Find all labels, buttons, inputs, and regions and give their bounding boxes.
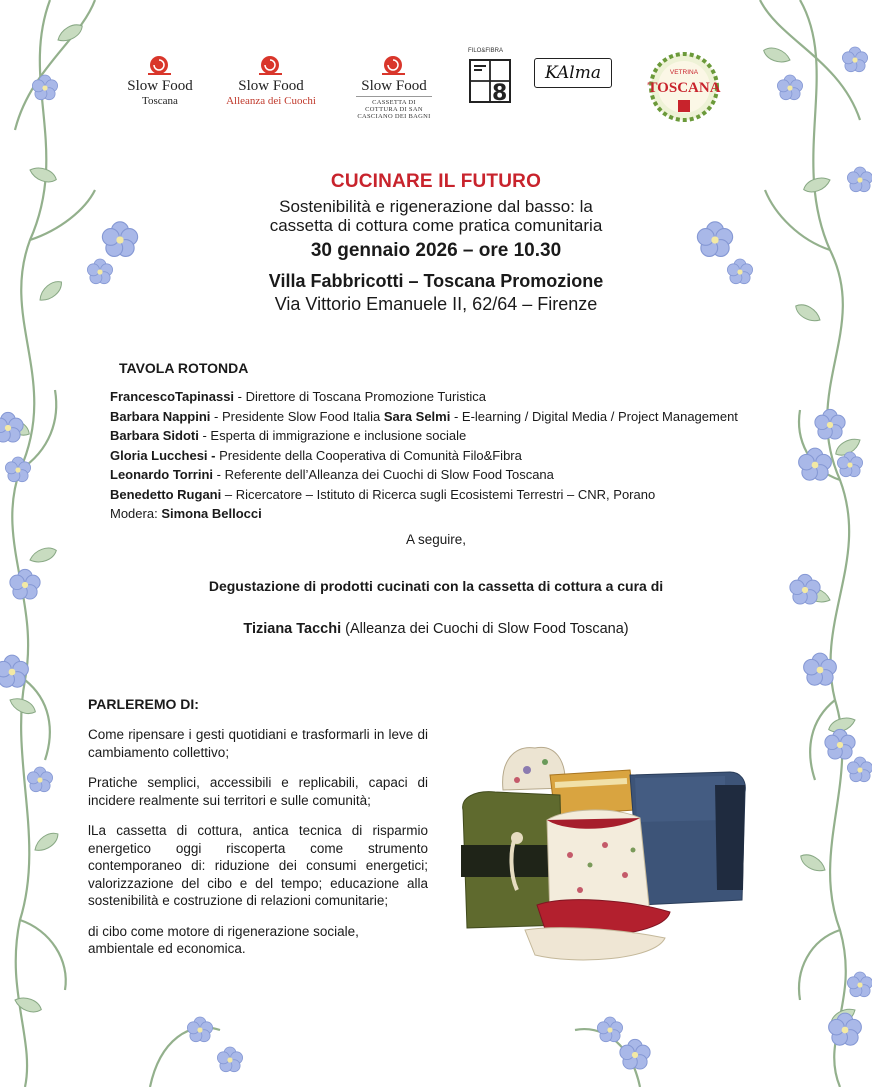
event-header xyxy=(0,171,872,315)
panelist-name: Benedetto Rugani xyxy=(110,486,222,502)
event-title: CUCINARE IL FUTURO xyxy=(330,171,542,192)
parleremo-heading: PARLEREMO DI: xyxy=(88,696,199,712)
a-cura-di-line xyxy=(0,621,872,637)
panelist-role: - E-learning / Digital Media / Project Management xyxy=(450,408,738,424)
panelist-role: - Esperta di immigrazione e inclusione sociale xyxy=(198,428,467,443)
talk-points xyxy=(88,726,428,971)
panelist-role: Presidente della Cooperativa di Comunità Filo&Fibra xyxy=(215,447,522,463)
svg-text:VETRINA: VETRINA xyxy=(669,69,699,76)
moderator-line xyxy=(110,504,750,524)
event-venue: Villa Fabbricotti – Toscana Promozione xyxy=(268,271,604,291)
moderator-name: Simona Bellocci xyxy=(161,506,262,521)
talk-point: Pratiche semplici, accessibili e replicabili, capaci di incidere realmente sui territori e sulle comunità; xyxy=(88,775,428,808)
event-subtitle-line-2: cassetta di cottura come pratica comunitaria xyxy=(269,216,603,235)
panelist-role: - Presidente Slow Food Italia xyxy=(210,408,384,424)
tavola-rotonda-heading: TAVOLA ROTONDA xyxy=(119,360,249,376)
degustazione-line xyxy=(0,578,872,594)
panelist-name: FrancescoTapinassi xyxy=(110,389,235,404)
panelist-line xyxy=(110,485,750,505)
slow-food-cuochi-logo: Slow Food Alleanza dei Cuochi xyxy=(216,54,326,107)
panelist-name: Leonardo Torrini xyxy=(110,467,214,482)
panelist-line xyxy=(110,465,750,485)
event-date: 30 gennaio 2026 – ore 10.30 xyxy=(310,240,562,261)
panelist-role: – Ricercatore – Istituto di Ricerca sugli Ecosistemi Terrestri – CNR, Porano xyxy=(221,486,656,502)
panelist-line xyxy=(110,387,750,407)
slow-food-toscana-logo: Slow Food Toscana xyxy=(122,54,198,107)
talk-point: di cibo come motore di rigenerazione sociale, ambientale ed economica. xyxy=(88,923,359,956)
snail-icon xyxy=(379,54,409,76)
moderator-label: Modera: xyxy=(110,506,162,521)
vetrina-toscana-logo xyxy=(642,52,726,122)
filo-fibra-label: FILO&FIBRA xyxy=(468,48,504,54)
panelist-line xyxy=(110,446,750,466)
talk-point: lLa cassetta di cottura, antica tecnica di risparmio energetico oggi riscoperta come strumento contemporaneo di: riduzione dei consumi energetici; valorizzazione del cibo e del tempo; educazione alla sostenibilità e costruzione di relazioni comunitarie; xyxy=(88,823,428,908)
kalma-logo: KAlma xyxy=(534,58,612,88)
slow-food-cassetta-logo: Slow Food CASSETTA DI COTTURA DI SAN CASCIANO DEI BAGNI xyxy=(348,54,440,120)
svg-text:8: 8 xyxy=(492,81,508,104)
curator-name: Tiziana Tacchi xyxy=(243,621,342,637)
panelist-role: - Referente dell’Alleanza dei Cuochi di Slow Food Toscana xyxy=(213,467,554,482)
partner-logos xyxy=(110,50,750,130)
panelist-name: Gloria Lucchesi - xyxy=(110,447,216,463)
event-address: Via Vittorio Emanuele II, 62/64 – Firenze xyxy=(274,294,598,314)
degustazione-text: Degustazione di prodotti cucinati con la cassetta di cottura a cura di xyxy=(208,578,664,594)
panel-list xyxy=(110,387,750,524)
event-subtitle-line-1: Sostenibilità e rigenerazione dal basso: la xyxy=(279,197,593,216)
talk-point: Come ripensare i gesti quotidiani e trasformarli in leve di cambiamento collettivo; xyxy=(88,727,428,760)
filo-fibra-logo xyxy=(468,54,512,104)
curator-org: (Alleanza dei Cuochi di Slow Food Toscana) xyxy=(341,621,629,637)
panelist-line xyxy=(110,407,750,446)
cooking-box-bags-illustration xyxy=(455,740,750,965)
svg-text:TOSCANA: TOSCANA xyxy=(647,80,721,96)
panelist-name: Barbara Sidoti xyxy=(110,428,199,443)
panelist-name: Sara Selmi xyxy=(383,408,451,424)
panelist-role: - Direttore di Toscana Promozione Turistica xyxy=(234,389,486,404)
a-seguire: A seguire, xyxy=(405,532,467,547)
snail-icon xyxy=(145,54,175,76)
snail-icon xyxy=(256,54,286,76)
panelist-name: Barbara Nappini xyxy=(110,408,211,424)
